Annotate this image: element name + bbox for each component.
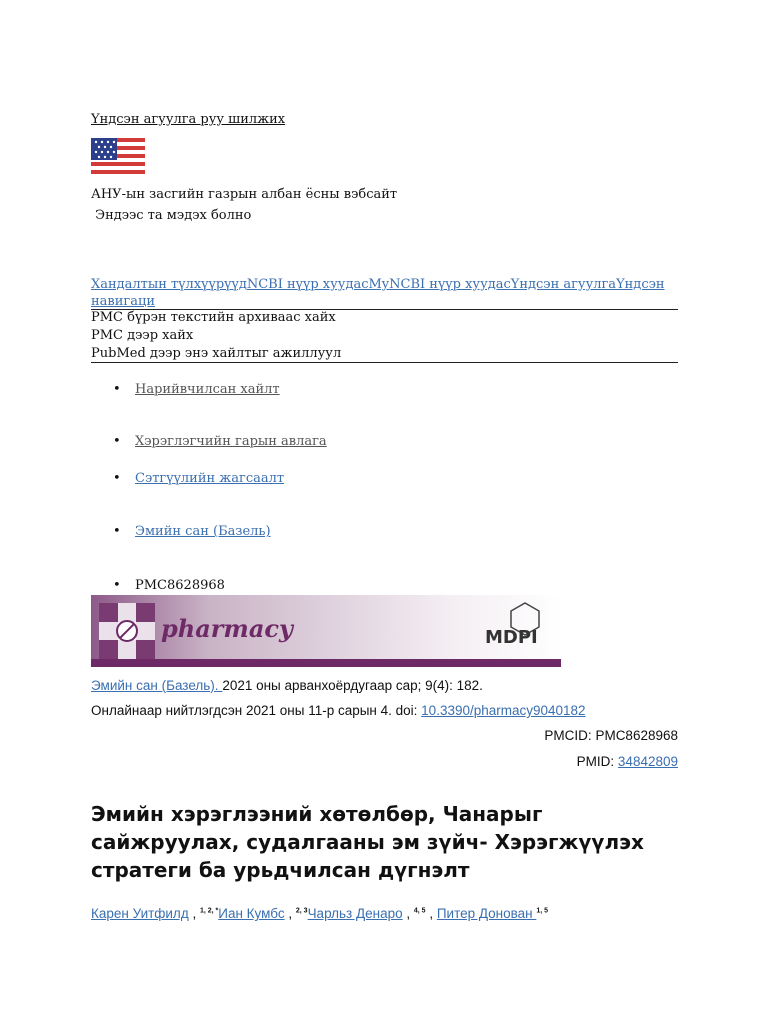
pharmacy-logo-text: pharmacy: [161, 614, 293, 643]
journal-pharmacy-link[interactable]: Эмийн сан (Базель): [135, 524, 271, 539]
mdpi-logo-text: MDPI: [485, 627, 538, 648]
citation-line: [91, 678, 483, 693]
user-guide-link[interactable]: Хэрэглэгчийн гарын авлага: [135, 434, 327, 449]
divider: [91, 362, 678, 363]
pmid-label: PMID:: [576, 754, 618, 769]
author-affiliation[interactable]: 1, 5: [536, 907, 549, 915]
list-item: [113, 471, 284, 486]
list-item: [113, 524, 271, 539]
author-separator: ,: [425, 906, 437, 921]
author-link[interactable]: Чарльз Денаро: [307, 906, 403, 921]
main-content-link[interactable]: Үндсэн агуулга: [510, 277, 617, 292]
author-separator: ,: [402, 906, 414, 921]
author-link[interactable]: Питер Донован: [436, 906, 537, 921]
journal-list-link[interactable]: Сэтгүүлийн жагсаалт: [135, 471, 285, 486]
journal-banner[interactable]: [91, 595, 561, 667]
bullet-icon: •: [113, 434, 121, 449]
official-website-text: АНУ-ын засгийн газрын албан ёсны вэбсайт: [91, 187, 398, 202]
pmcid-value: PMC8628968: [595, 728, 678, 743]
article-title: Эмийн хэрэглээний хөтөлбөр, Чанарыг сайжруулах, судалгааны эм зүйч- Хэрэгжүүлэх стратеги ба урьдчилсан дүгнэлт: [91, 802, 644, 882]
pmc-id-item: PMC8628968: [135, 578, 225, 593]
navigation-links: [91, 276, 677, 310]
skip-to-content-link[interactable]: Үндсэн агуулга руу шилжих: [91, 112, 286, 127]
pubmed-search-label[interactable]: PubMed дээр энэ хайлтыг ажиллуул: [91, 346, 342, 361]
main-navigation-link[interactable]: Үндсэн навигаци: [91, 277, 665, 309]
pharmacy-cross-icon: [99, 603, 155, 659]
ncbi-home-link[interactable]: NCBI нүүр хуудас: [246, 277, 369, 292]
author-affiliation[interactable]: 2, 3: [295, 907, 308, 915]
author-separator: ,: [284, 906, 296, 921]
pmcid-line: [544, 728, 678, 743]
author-list: [91, 906, 548, 921]
author-link[interactable]: Иан Кумбс: [218, 906, 285, 921]
list-item: [113, 434, 327, 449]
pmid-link[interactable]: 34842809: [617, 754, 678, 769]
journal-citation-link[interactable]: Эмийн сан (Базель).: [91, 678, 223, 693]
list-item: [113, 578, 225, 593]
advanced-search-link[interactable]: Нарийвчилсан хайлт: [135, 382, 280, 397]
pmid-line: [577, 754, 678, 769]
doi-link[interactable]: 10.3390/pharmacy9040182: [421, 703, 586, 718]
author-affiliation[interactable]: 4, 5: [413, 907, 426, 915]
us-flag-icon: [91, 138, 145, 178]
published-online-text: Онлайнаар нийтлэгдсэн 2021 оны 11-р сарын 4. doi:: [91, 703, 422, 718]
bullet-icon: •: [113, 578, 121, 593]
author-link[interactable]: Карен Уитфилд: [91, 906, 189, 921]
pmcid-label: PMCID:: [544, 728, 596, 743]
pmc-search-label: PMC дээр хайх: [91, 328, 194, 343]
bullet-icon: •: [113, 471, 121, 486]
citation-date-volume: 2021 оны арванхоёрдугаар сар; 9(4): 182.: [222, 678, 483, 693]
access-keys-link[interactable]: Хандалтын түлхүүрүүд: [91, 277, 247, 292]
bullet-icon: •: [113, 382, 121, 397]
author-affiliation[interactable]: 1, 2, *: [199, 907, 219, 915]
bullet-icon: •: [113, 524, 121, 539]
published-online-line: [91, 703, 586, 718]
list-item: [113, 382, 280, 397]
myncbi-home-link[interactable]: MyNCBI нүүр хуудас: [368, 277, 511, 292]
author-separator: ,: [188, 906, 200, 921]
here-is-how-you-know-text: Эндээс та мэдэх болно: [91, 208, 252, 223]
pmc-archive-search-label: PMC бүрэн текстийн архиваас хайх: [91, 310, 336, 325]
